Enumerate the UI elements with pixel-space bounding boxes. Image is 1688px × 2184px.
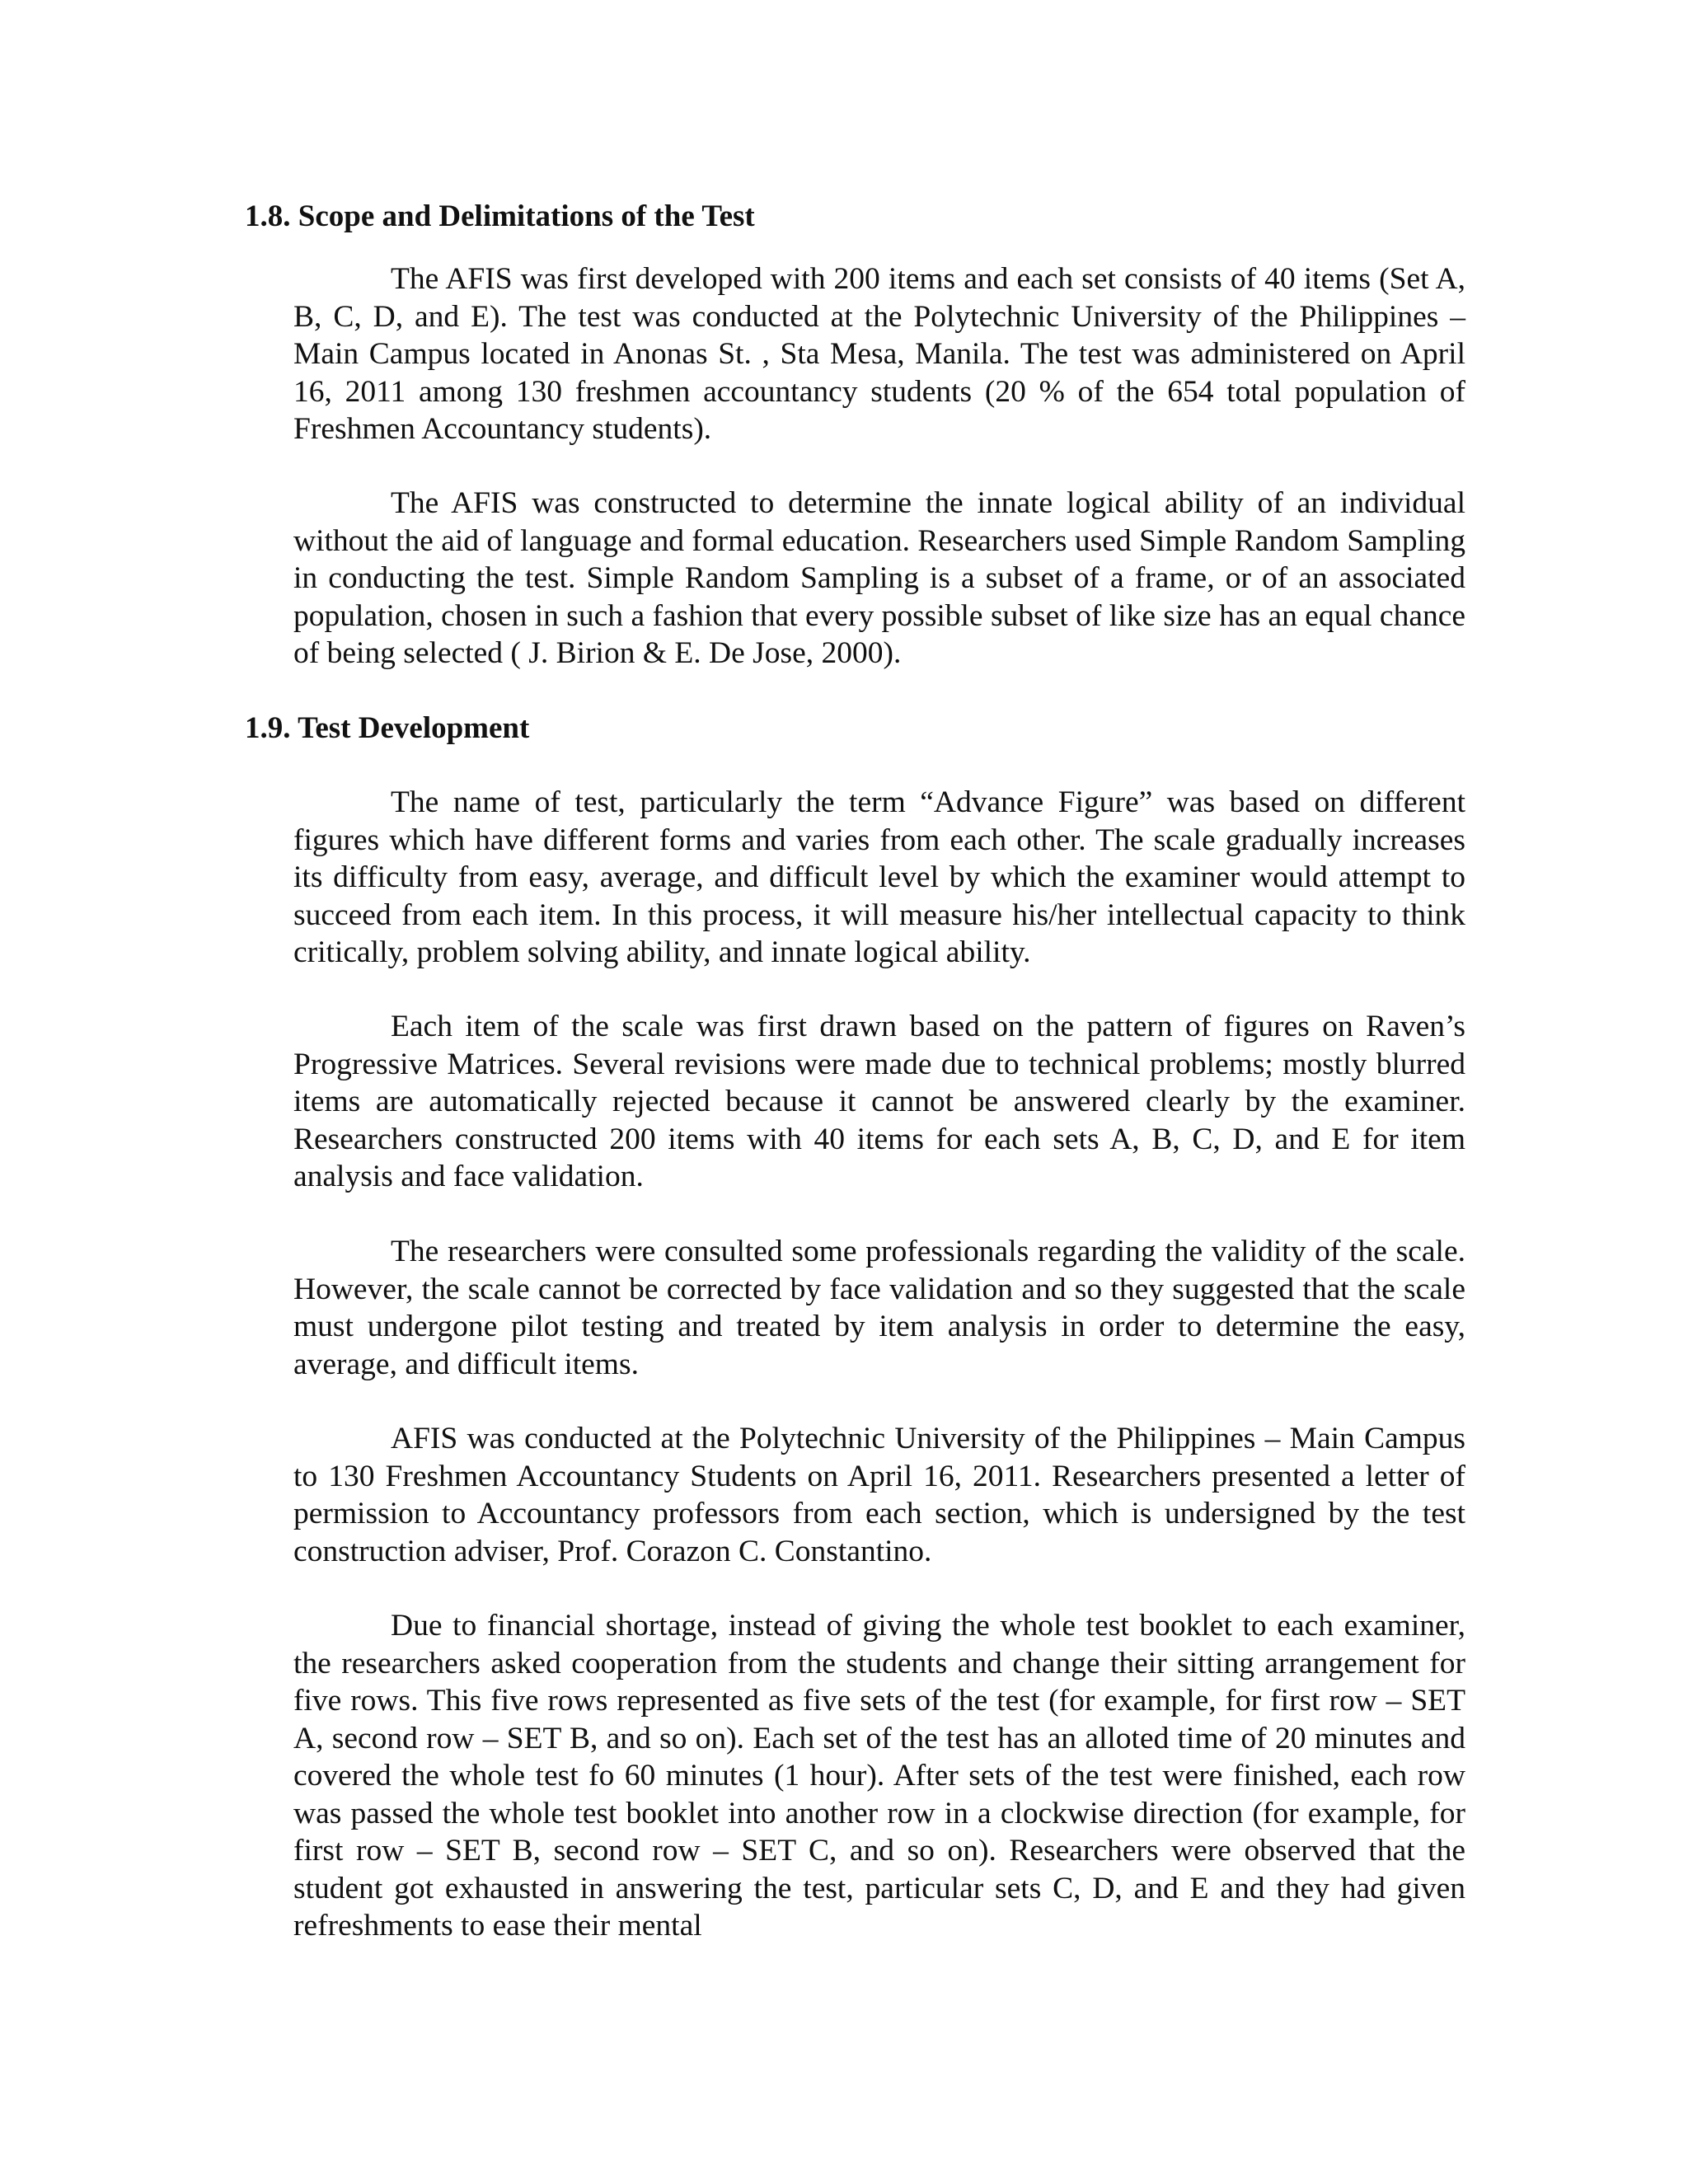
paragraph-scope-2: The AFIS was constructed to determine the innate logical ability of an individual without the aid of language and formal education. Researchers used Simple Random Sampling in conducting the test. Simple Random Sampling is a subset of a frame, or of an associated population, chosen in such a fashion that every possible subset of like size has an equal chance of being selected ( J. Birion & E. De Jose, 2000). [293, 486, 1465, 670]
paragraph-development-3: The researchers were consulted some professionals regarding the validity of the scale. However, the scale cannot be corrected by face validation and so they suggested that the scale must undergone pilot testing and treated by item analysis in order to determine the easy, average, and difficult items. [293, 1235, 1465, 1381]
paragraph-development-4: AFIS was conducted at the Polytechnic University of the Philippines – Main Campus to 130 Freshmen Accountancy Students on April 16, 2011. Researchers presented a letter of permission to Accountancy professors from each section, which is undersigned by the test construction adviser, Prof. Corazon C. Constantino. [293, 1422, 1465, 1568]
paragraph-development-5: Due to financial shortage, instead of giving the whole test booklet to each examiner, the researchers asked cooperation from the students and change their sitting arrangement for five rows. This five rows represented as five sets of the test (for example, for first row – SET A, second row – SET B, and so on). Each set of the test has an alloted time of 20 minutes and covered the whole test fo 60 minutes (1 hour). After sets of the test were finished, each row was passed the whole test booklet into another row in a clockwise direction (for example, for first row – SET B, second row – SET C, and so on). Researchers were observed that the student got exhausted in answering the test, particular sets C, D, and E and they had given refreshments to ease their mental [293, 1609, 1465, 1943]
section-heading-test-development: 1.9. Test Development [245, 711, 530, 745]
paragraph-development-1: The name of test, particularly the term “Advance Figure” was based on different figures which have different forms and varies from each other. The scale gradually increases its difficulty from easy, average, and difficult level by which the examiner would attempt to succeed from each item. In this process, it will measure his/her intellectual capacity to think critically, problem solving ability, and innate logical ability. [293, 785, 1465, 969]
paragraph-scope-1: The AFIS was first developed with 200 items and each set consists of 40 items (Set A, B, C, D, and E). The test was conducted at the Polytechnic University of the Philippines – Main Campus located in Anonas St. , Sta Mesa, Manila. The test was administered on April 16, 2011 among 130 freshmen accountancy students (20 % of the 654 total population of Freshmen Accountancy students). [293, 262, 1465, 446]
paragraph-development-2: Each item of the scale was first drawn based on the pattern of figures on Raven’s Progressive Matrices. Several revisions were made due to technical problems; mostly blurred items are automatically rejected because it cannot be answered clearly by the examiner. Researchers constructed 200 items with 40 items for each sets A, B, C, D, and E for item analysis and face validation. [293, 1010, 1465, 1193]
section-heading-scope: 1.8. Scope and Delimitations of the Test [245, 199, 755, 233]
